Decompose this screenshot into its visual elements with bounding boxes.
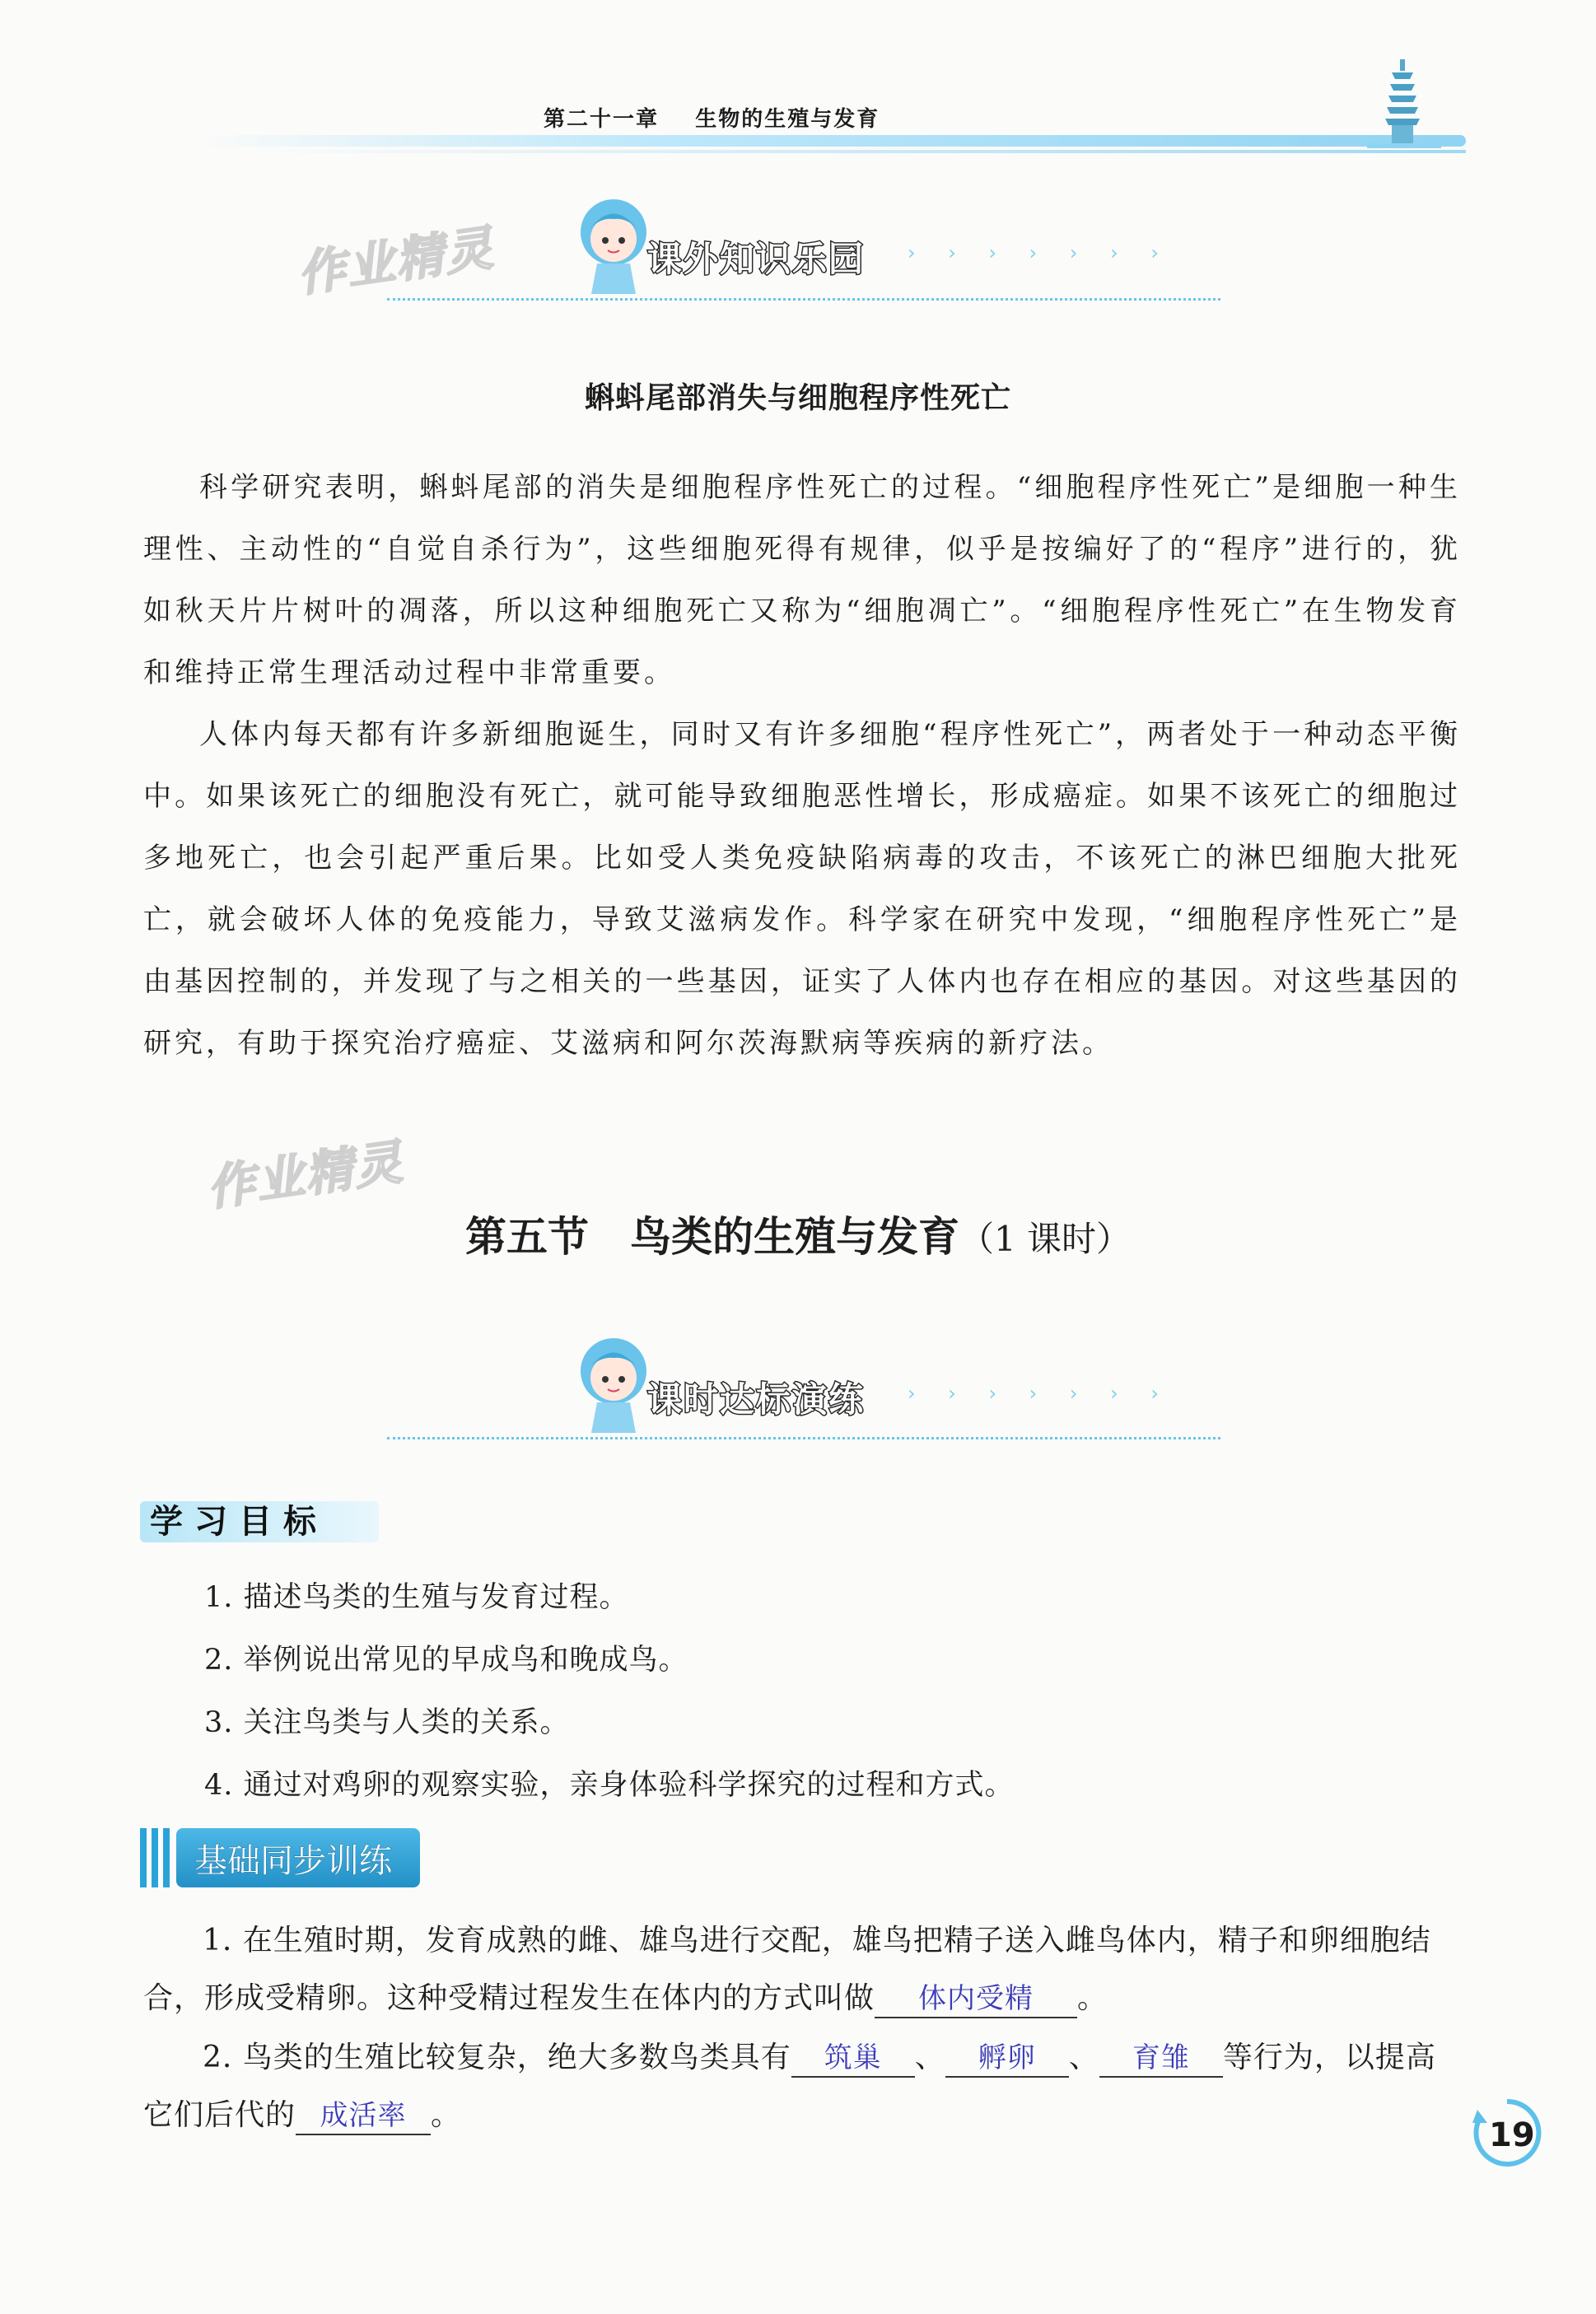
chapter-title: 生物的生殖与发育 xyxy=(695,107,880,132)
banner-arrows-2: › › › › › › › xyxy=(908,1382,1172,1405)
q2-separator: 、 xyxy=(1068,2041,1099,2074)
watermark: 作业精灵 xyxy=(203,1133,408,1217)
goal-item: 3. 关注鸟类与人类的关系。 xyxy=(204,1706,570,1739)
training-label: 基础同步训练 xyxy=(194,1842,392,1880)
divider-dotted xyxy=(387,1437,1220,1439)
goal-item: 1. 描述鸟类的生殖与发育过程。 xyxy=(204,1581,629,1614)
learning-goals-label: 学习目标 xyxy=(150,1503,328,1541)
banner-practice: 课时达标演练 xyxy=(647,1379,866,1420)
article-paragraph: 科学研究表明，蝌蚪尾部的消失是细胞程序性死亡的过程。“细胞程序性死亡”是细胞一种生理性、主动性的“自觉自杀行为”，这些细胞死得有规律，似乎是按编好了的“程序”进行的，犹如秋天片片树叶的凋落，所以这种细胞死亡又称为“细胞凋亡”。“细胞程序性死亡”在生物发育和维持正常生理活动过程中非常重要。 xyxy=(143,471,1461,689)
banner-arrows-1: › › › › › › › xyxy=(908,241,1172,264)
header-underline xyxy=(247,150,1466,153)
running-header xyxy=(544,102,880,133)
article-title: 蝌蚪尾部消失与细胞程序性死亡 xyxy=(584,380,1011,415)
learning-goals-tag xyxy=(140,1495,379,1549)
cartoon-girl-icon xyxy=(568,1330,659,1437)
q2-answer-blank-1: 筑巢 xyxy=(791,2040,915,2078)
cartoon-girl-icon xyxy=(568,191,659,298)
section-subtitle: （1 课时） xyxy=(959,1219,1132,1259)
header-band xyxy=(198,135,1466,147)
question-2 xyxy=(143,2029,1461,2144)
q2-text: 2. 鸟类的生殖比较复杂，绝大多数鸟类具有 xyxy=(203,2041,791,2074)
q2-answer-blank-3: 育雏 xyxy=(1099,2040,1223,2078)
q1-end: 。 xyxy=(1077,1981,1108,2015)
watermark: 作业精灵 xyxy=(294,219,498,303)
goal-item: 2. 举例说出常见的早成鸟和晚成鸟。 xyxy=(204,1644,688,1677)
q2-separator: 、 xyxy=(914,2041,945,2074)
pagoda-icon xyxy=(1367,56,1441,151)
q2-text-mid: 等行为，以提高它们后代的 xyxy=(143,2041,1436,2132)
section-title-main: 第五节 鸟类的生殖与发育 xyxy=(464,1212,959,1261)
q1-answer-blank: 体内受精 xyxy=(875,1980,1077,2018)
article-body xyxy=(143,457,1461,1075)
q2-answer-blank-2: 孵卵 xyxy=(945,2040,1069,2078)
article-paragraph: 人体内每天都有许多新细胞诞生，同时又有许多细胞“程序性死亡”，两者处于一种动态平衡中。如果该死亡的细胞没有死亡，就可能导致细胞恶性增长，形成癌症。如果不该死亡的细胞过多地死亡，也会引起严重后果。比如受人类免疫缺陷病毒的攻击，不该死亡的淋巴细胞大批死亡，就会破坏人体的免疫能力，导致艾滋病发作。科学家在研究中发现，“细胞程序性死亡”是由基因控制的，并发现了与之相关的一些基因，证实了人体内也存在相应的基因。对这些基因的研究，有助于探究治疗癌症、艾滋病和阿尔茨海默病等疾病的新疗法。 xyxy=(143,718,1461,1060)
banner-extracurricular: 课外知识乐园 xyxy=(647,239,866,279)
divider-dotted xyxy=(387,298,1220,301)
question-1 xyxy=(143,1912,1461,2027)
q1-text: 1. 在生殖时期，发育成熟的雌、雄鸟进行交配，雄鸟把精子送入雌鸟体内，精子和卵细胞结合，形成受精卵。这种受精过程发生在体内的方式叫做 xyxy=(143,1924,1431,2015)
section-title xyxy=(0,1204,1596,1263)
chapter-label: 第二十一章 xyxy=(544,107,660,132)
q2-answer-blank-4: 成活率 xyxy=(296,2097,431,2135)
page-number: 19 xyxy=(1489,2116,1535,2154)
goal-item: 4. 通过对鸡卵的观察实验，亲身体验科学探究的过程和方式。 xyxy=(204,1769,1015,1802)
q2-end: 。 xyxy=(431,2098,462,2132)
